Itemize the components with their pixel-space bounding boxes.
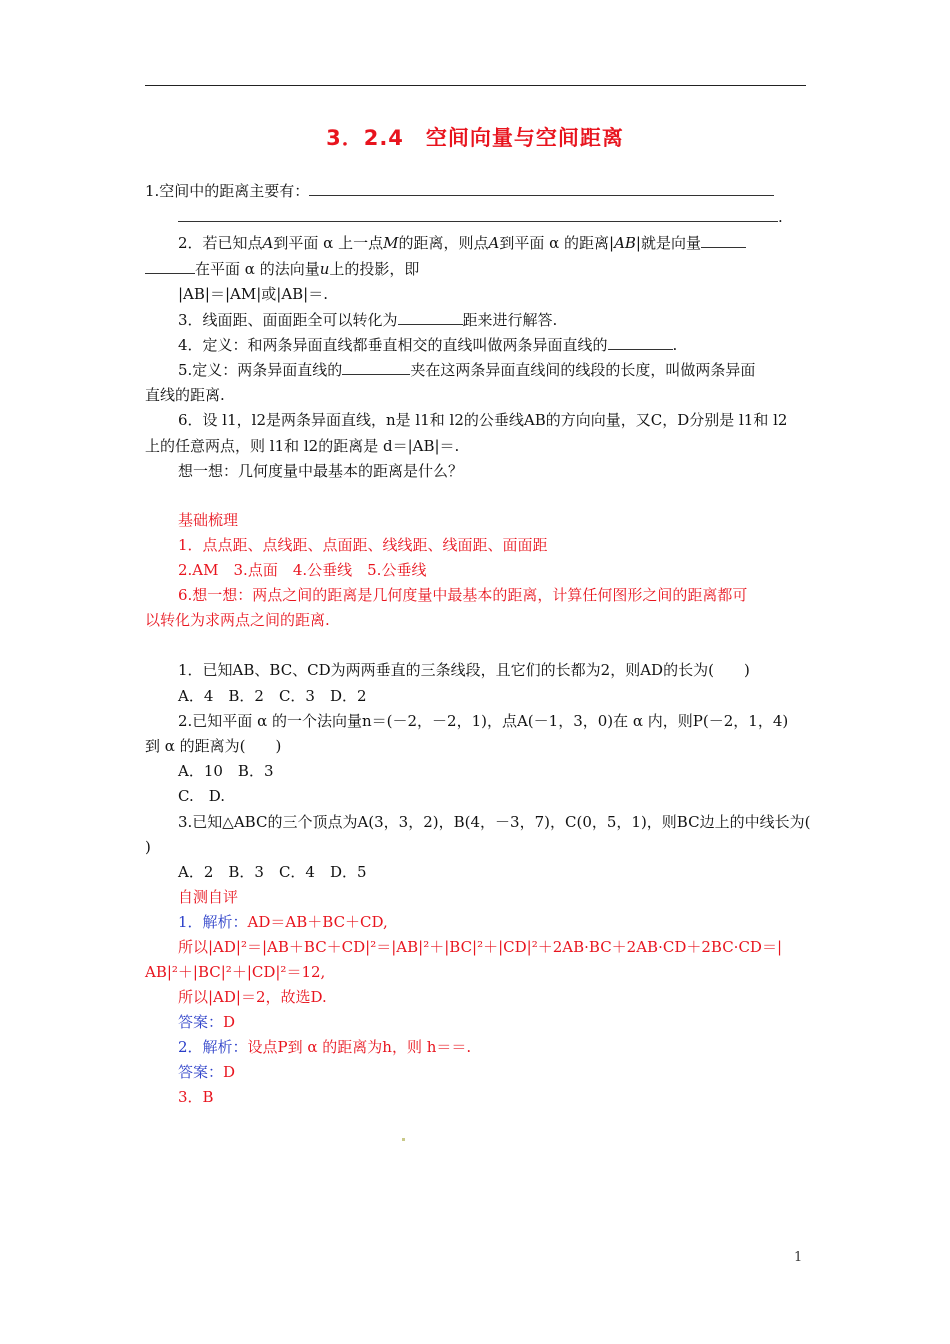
think-prompt: 想一想：几何度量中最基本的距离是什么？ [178,462,464,480]
answer-blank [398,310,463,325]
question-4: 4．定义：和两条异面直线都垂直相交的直线叫做两条异面直线的 . [178,336,678,354]
exercise-3-line-2: ) [145,838,151,856]
answer-blank [178,207,778,222]
answer-1: 1．点点距、点线距、点面距、线线距、线面距、面面距 [178,536,548,554]
solution-1-line-4: 所以|AD|＝2，故选D. [178,988,327,1006]
question-6: 6．设 l1，l2是两条异面直线，n是 l1和 l2的公垂线AB的方向向量，又C，D分别是 l1和 l2 [178,411,788,429]
question-1 [145,181,774,201]
question-3: 3．线面距、面面距全可以转化为 距来进行解答. [178,311,558,329]
page-number: 1 [794,1250,803,1265]
answer-blank [309,181,774,196]
question-1-continued: . [178,207,783,227]
question-5: 5.定义：两条异面直线的 夹在这两条异面直线间的线段的长度，叫做两条异面 [178,361,756,379]
scan-mark [402,1138,405,1141]
exercise-2: 2.已知平面 α 的一个法向量n＝(－2，－2，1)，点A(－1，3，0)在 α 内，则P(－2，1，4) [178,712,789,730]
answer-blank [608,335,673,350]
solution-2: 2．解析：设点P到 α 的距离为h，则 h＝＝. [178,1038,472,1056]
exercise-1: 1．已知AB、BC、CD为两两垂直的三条线段，且它们的长都为2，则AD的长为( ) [178,661,750,679]
solution-1-line-2: 所以|AD|²＝|AB＋BC＋CD|²＝|AB|²＋|BC|²＋|CD|²＋2AB·BC＋2AB·CD＋2BC·CD＝| [178,938,783,956]
self-assessment-heading: 自测自评 [178,888,239,906]
question-1-text: 1.空间中的距离主要有： [145,182,310,200]
answer-line-2: 答案：D [178,1063,236,1081]
page-title: 3．2.4 空间向量与空间距离 [326,126,624,150]
answer-blank [701,233,746,248]
exercise-3: 3.已知△ABC的三个顶点为A(3，3，2)，B(4，－3，7)，C(0，5，1)，则BC边上的中线长为( [178,813,811,831]
solution-1-line-3: AB|²＋|BC|²＋|CD|²＝12, [145,963,326,981]
exercise-3-options: A．2 B．3 C．4 D．5 [178,863,367,881]
answer-6: 6.想一想：两点之间的距离是几何度量中最基本的距离，计算任何图形之间的距离都可 [178,586,748,604]
exercise-2-options-2: C. D. [178,787,225,805]
answer-2-5: 2.AM 3.点面 4.公垂线 5.公垂线 [178,561,427,579]
answers-heading: 基础梳理 [178,511,239,529]
solution-1: 1．解析：AD＝AB＋BC＋CD, [178,913,388,931]
question-6-line-2: 上的任意两点，则 l1和 l2的距离是 d＝|AB|＝. [145,437,460,455]
answer-line-1: 答案：D [178,1013,236,1031]
solution-3: 3．B [178,1088,214,1106]
answer-6-line-2: 以转化为求两点之间的距离. [145,611,330,629]
exercise-2-options-1: A．10 B．3 [178,762,274,780]
question-2-line-2: 在平面 α 的法向量u上的投影，即 [145,259,419,279]
question-5-line-2: 直线的距离. [145,386,225,404]
header-rule [145,85,806,86]
exercise-1-options: A．4 B．2 C．3 D．2 [178,687,367,705]
answer-blank [342,360,410,375]
exercise-2-line-2: 到 α 的距离为( ) [145,737,282,755]
question-2-formula: |AB|＝|AM|或|AB|＝. [178,285,328,303]
question-2: 2．若已知点A到平面 α 上一点M的距离，则点A到平面 α 的距离|AB|就是向量 [178,233,746,253]
answer-blank [145,259,195,274]
